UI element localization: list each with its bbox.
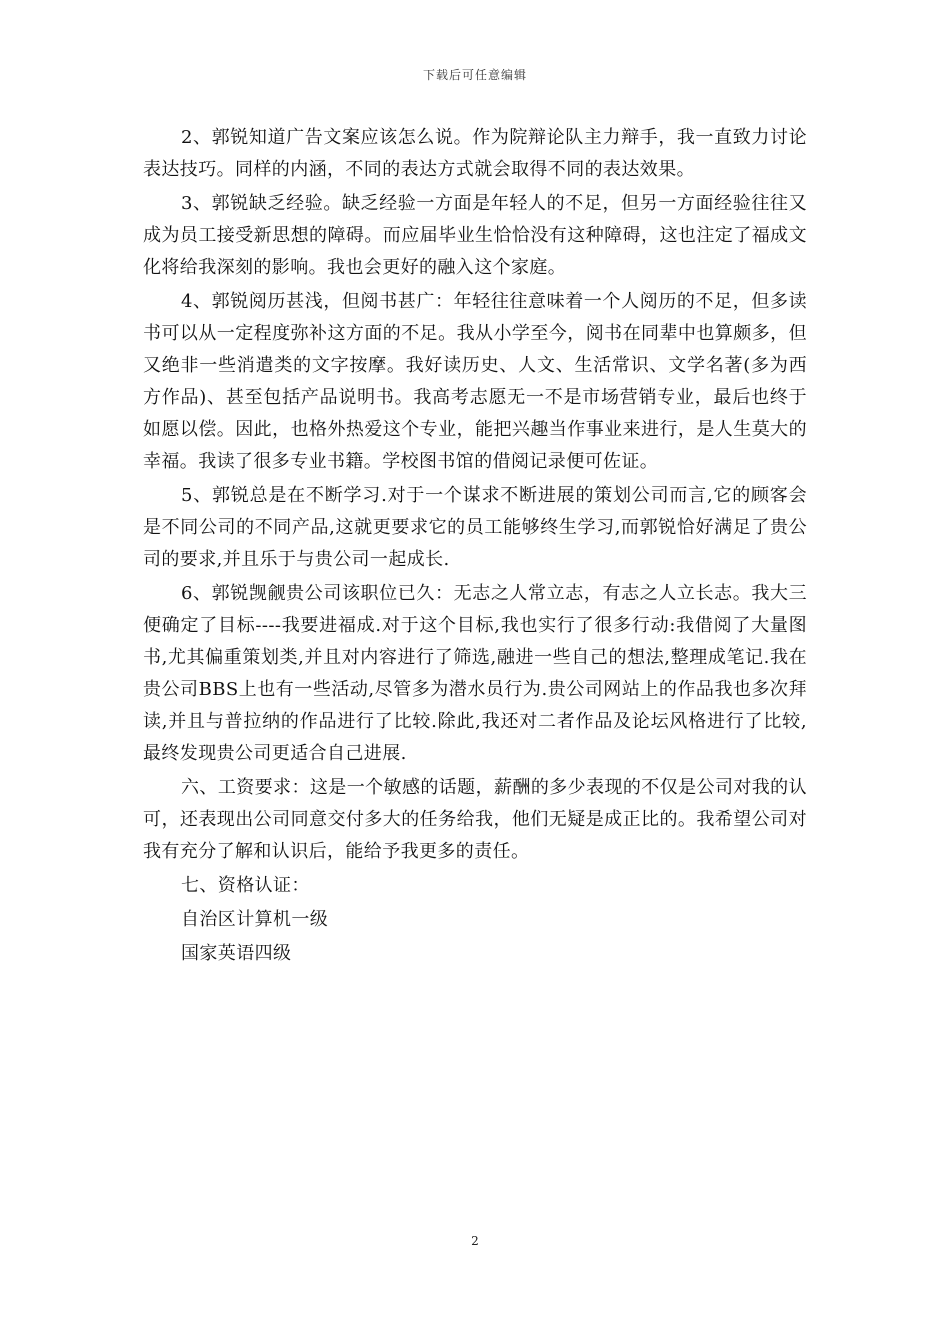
- header-note: 下载后可任意编辑: [422, 68, 527, 82]
- page-number: 2: [471, 1234, 479, 1248]
- paragraph-item-4: 4、郭锐阅历甚浅，但阅书甚广：年轻往往意味着一个人阅历的不足，但多读书可以从一定程度弥补这方面的不足。我从小学至今，阅书在同辈中也算颇多，但又绝非一些消遣类的文字按摩。我好读历史、人文、生活常识、文学名著(多为西方作品)、甚至包括产品说明书。我高考志愿无一不是市场营销专业，最后也终于如愿以偿。因此，也格外热爱这个专业，能把兴趣当作事业来进行，是人生莫大的幸福。我读了很多专业书籍。学校图书馆的借阅记录便可佐证。: [143, 291, 807, 472]
- paragraph-item-2: 2、郭锐知道广告文案应该怎么说。作为院辩论队主力辩手，我一直致力讨论表达技巧。同样的内涵，不同的表达方式就会取得不同的表达效果。: [143, 127, 807, 180]
- paragraph-salary-requirement: 六、工资要求：这是一个敏感的话题，薪酬的多少表现的不仅是公司对我的认可，还表现出公司同意交付多大的任务给我，他们无疑是成正比的。我希望公司对我有充分了解和认识后，能给予我更多的责任。: [143, 777, 807, 862]
- paragraph-qualification-heading: 七、资格认证：: [181, 875, 310, 896]
- paragraph-item-3: 3、郭锐缺乏经验。缺乏经验一方面是年轻人的不足，但另一方面经验往往又成为员工接受新思想的障碍。而应届毕业生恰恰没有这种障碍，这也注定了福成文化将给我深刻的影响。我也会更好的融入这个家庭。: [143, 193, 807, 278]
- document-body: [143, 122, 807, 970]
- paragraph-qualification-english: 国家英语四级: [181, 943, 292, 964]
- paragraph-qualification-computer: 自治区计算机一级: [181, 909, 329, 930]
- paragraph-item-5: 5、郭锐总是在不断学习.对于一个谋求不断进展的策划公司而言,它的顾客会是不同公司的不同产品,这就更要求它的员工能够终生学习,而郭锐恰好满足了贵公司的要求,并且乐于与贵公司一起成长.: [143, 485, 807, 570]
- paragraph-item-6: 6、郭锐觊觎贵公司该职位已久：无志之人常立志，有志之人立长志。我大三便确定了目标----我要进福成.对于这个目标,我也实行了很多行动:我借阅了大量图书,尤其偏重策划类,并且对内容进行了筛选,融进一些自己的想法,整理成笔记.我在贵公司BBS上也有一些活动,尽管多为潜水员行为.贵公司网站上的作品我也多次拜读,并且与普拉纳的作品进行了比较.除此,我还对二者作品及论坛风格进行了比较,最终发现贵公司更适合自己进展.: [143, 583, 807, 764]
